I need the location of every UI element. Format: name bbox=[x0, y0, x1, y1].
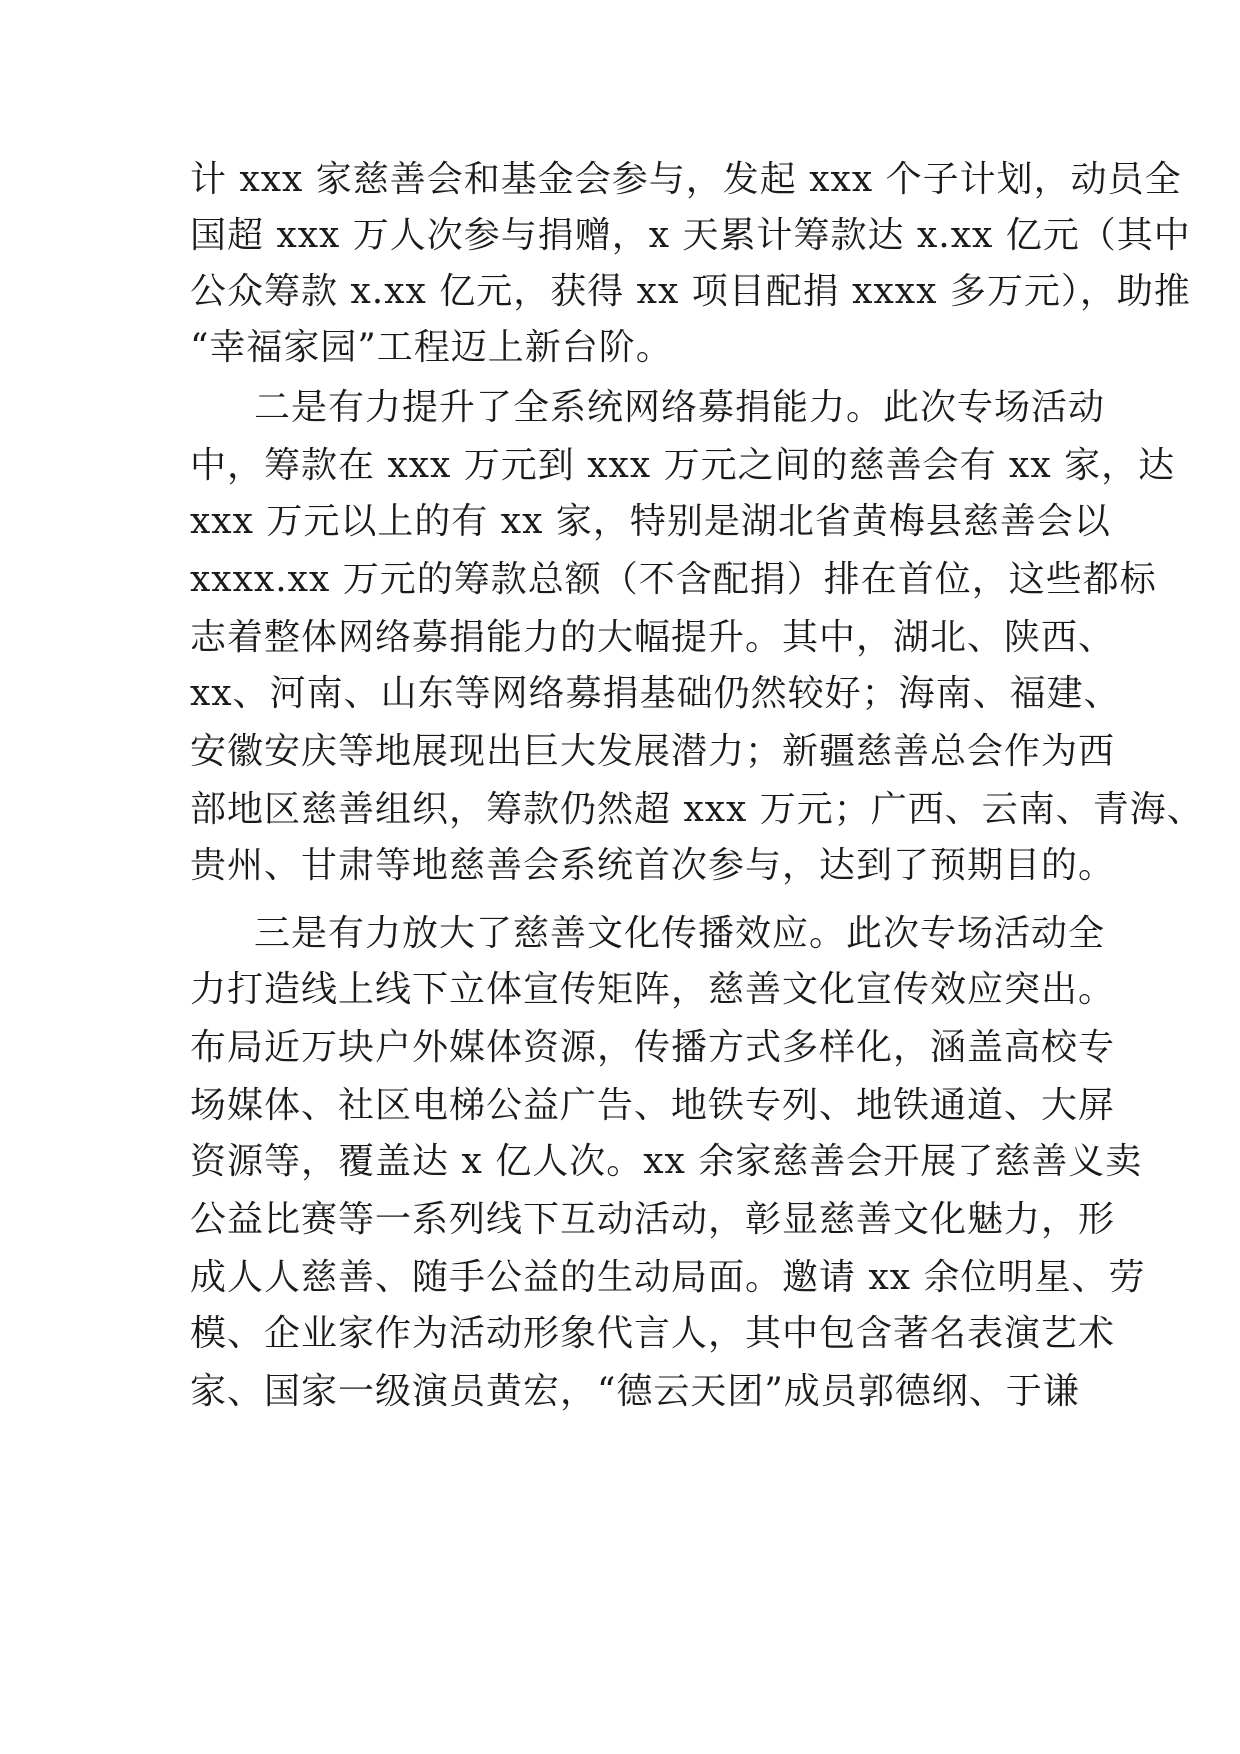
text-line: 力打造线上线下立体宣传矩阵，慈善文化宣传效应突出。 bbox=[190, 969, 1116, 1010]
text-line: xxxx.xx 万元的筹款总额（不含配捐）排在首位，这些都标 bbox=[190, 559, 1157, 600]
text-line: 家、国家一级演员黄宏，“德云天团”成员郭德纲、于谦 bbox=[190, 1371, 1080, 1412]
text-line: 模、企业家作为活动形象代言人，其中包含著名表演艺术 bbox=[190, 1313, 1116, 1354]
text-line: 安徽安庆等地展现出巨大发展潜力；新疆慈善总会作为西 bbox=[190, 731, 1116, 772]
text-line: xxx 万元以上的有 xx 家，特别是湖北省黄梅县慈善会以 bbox=[190, 501, 1111, 542]
text-line: 成人人慈善、随手公益的生动局面。邀请 xx 余位明星、劳 bbox=[190, 1257, 1146, 1298]
text-line: 中，筹款在 xxx 万元到 xxx 万元之间的慈善会有 xx 家，达 bbox=[190, 445, 1176, 486]
text-line: 部地区慈善组织，筹款仍然超 xxx 万元；广西、云南、青海、 bbox=[190, 789, 1204, 830]
text-line: xx、河南、山东等网络募捐基础仍然较好；海南、福建、 bbox=[190, 673, 1121, 714]
text-line: 公益比赛等一系列线下互动活动，彰显慈善文化魅力，形 bbox=[190, 1199, 1116, 1240]
text-line: 场媒体、社区电梯公益广告、地铁专列、地铁通道、大屏 bbox=[190, 1085, 1116, 1126]
paragraph-first-line: 三是有力放大了慈善文化传播效应。此次专场活动全 bbox=[254, 913, 1106, 954]
text-line: 布局近万块户外媒体资源，传播方式多样化，涵盖高校专 bbox=[190, 1027, 1116, 1068]
text-line: 资源等，覆盖达 x 亿人次。xx 余家慈善会开展了慈善义卖 bbox=[190, 1141, 1143, 1182]
text-line: 计 xxx 家慈善会和基金会参与，发起 xxx 个子计划，动员全 bbox=[190, 159, 1182, 200]
text-line: 志着整体网络募捐能力的大幅提升。其中，湖北、陕西、 bbox=[190, 617, 1116, 658]
text-line: 贵州、甘肃等地慈善会系统首次参与，达到了预期目的。 bbox=[190, 845, 1116, 886]
text-line: “幸福家园”工程迈上新台阶。 bbox=[190, 327, 673, 368]
text-line: 公众筹款 x.xx 亿元，获得 xx 项目配捐 xxxx 多万元），助推 bbox=[190, 271, 1191, 312]
paragraph-first-line: 二是有力提升了全系统网络募捐能力。此次专场活动 bbox=[254, 387, 1106, 428]
text-line: 国超 xxx 万人次参与捐赠，x 天累计筹款达 x.xx 亿元（其中 bbox=[190, 215, 1191, 256]
